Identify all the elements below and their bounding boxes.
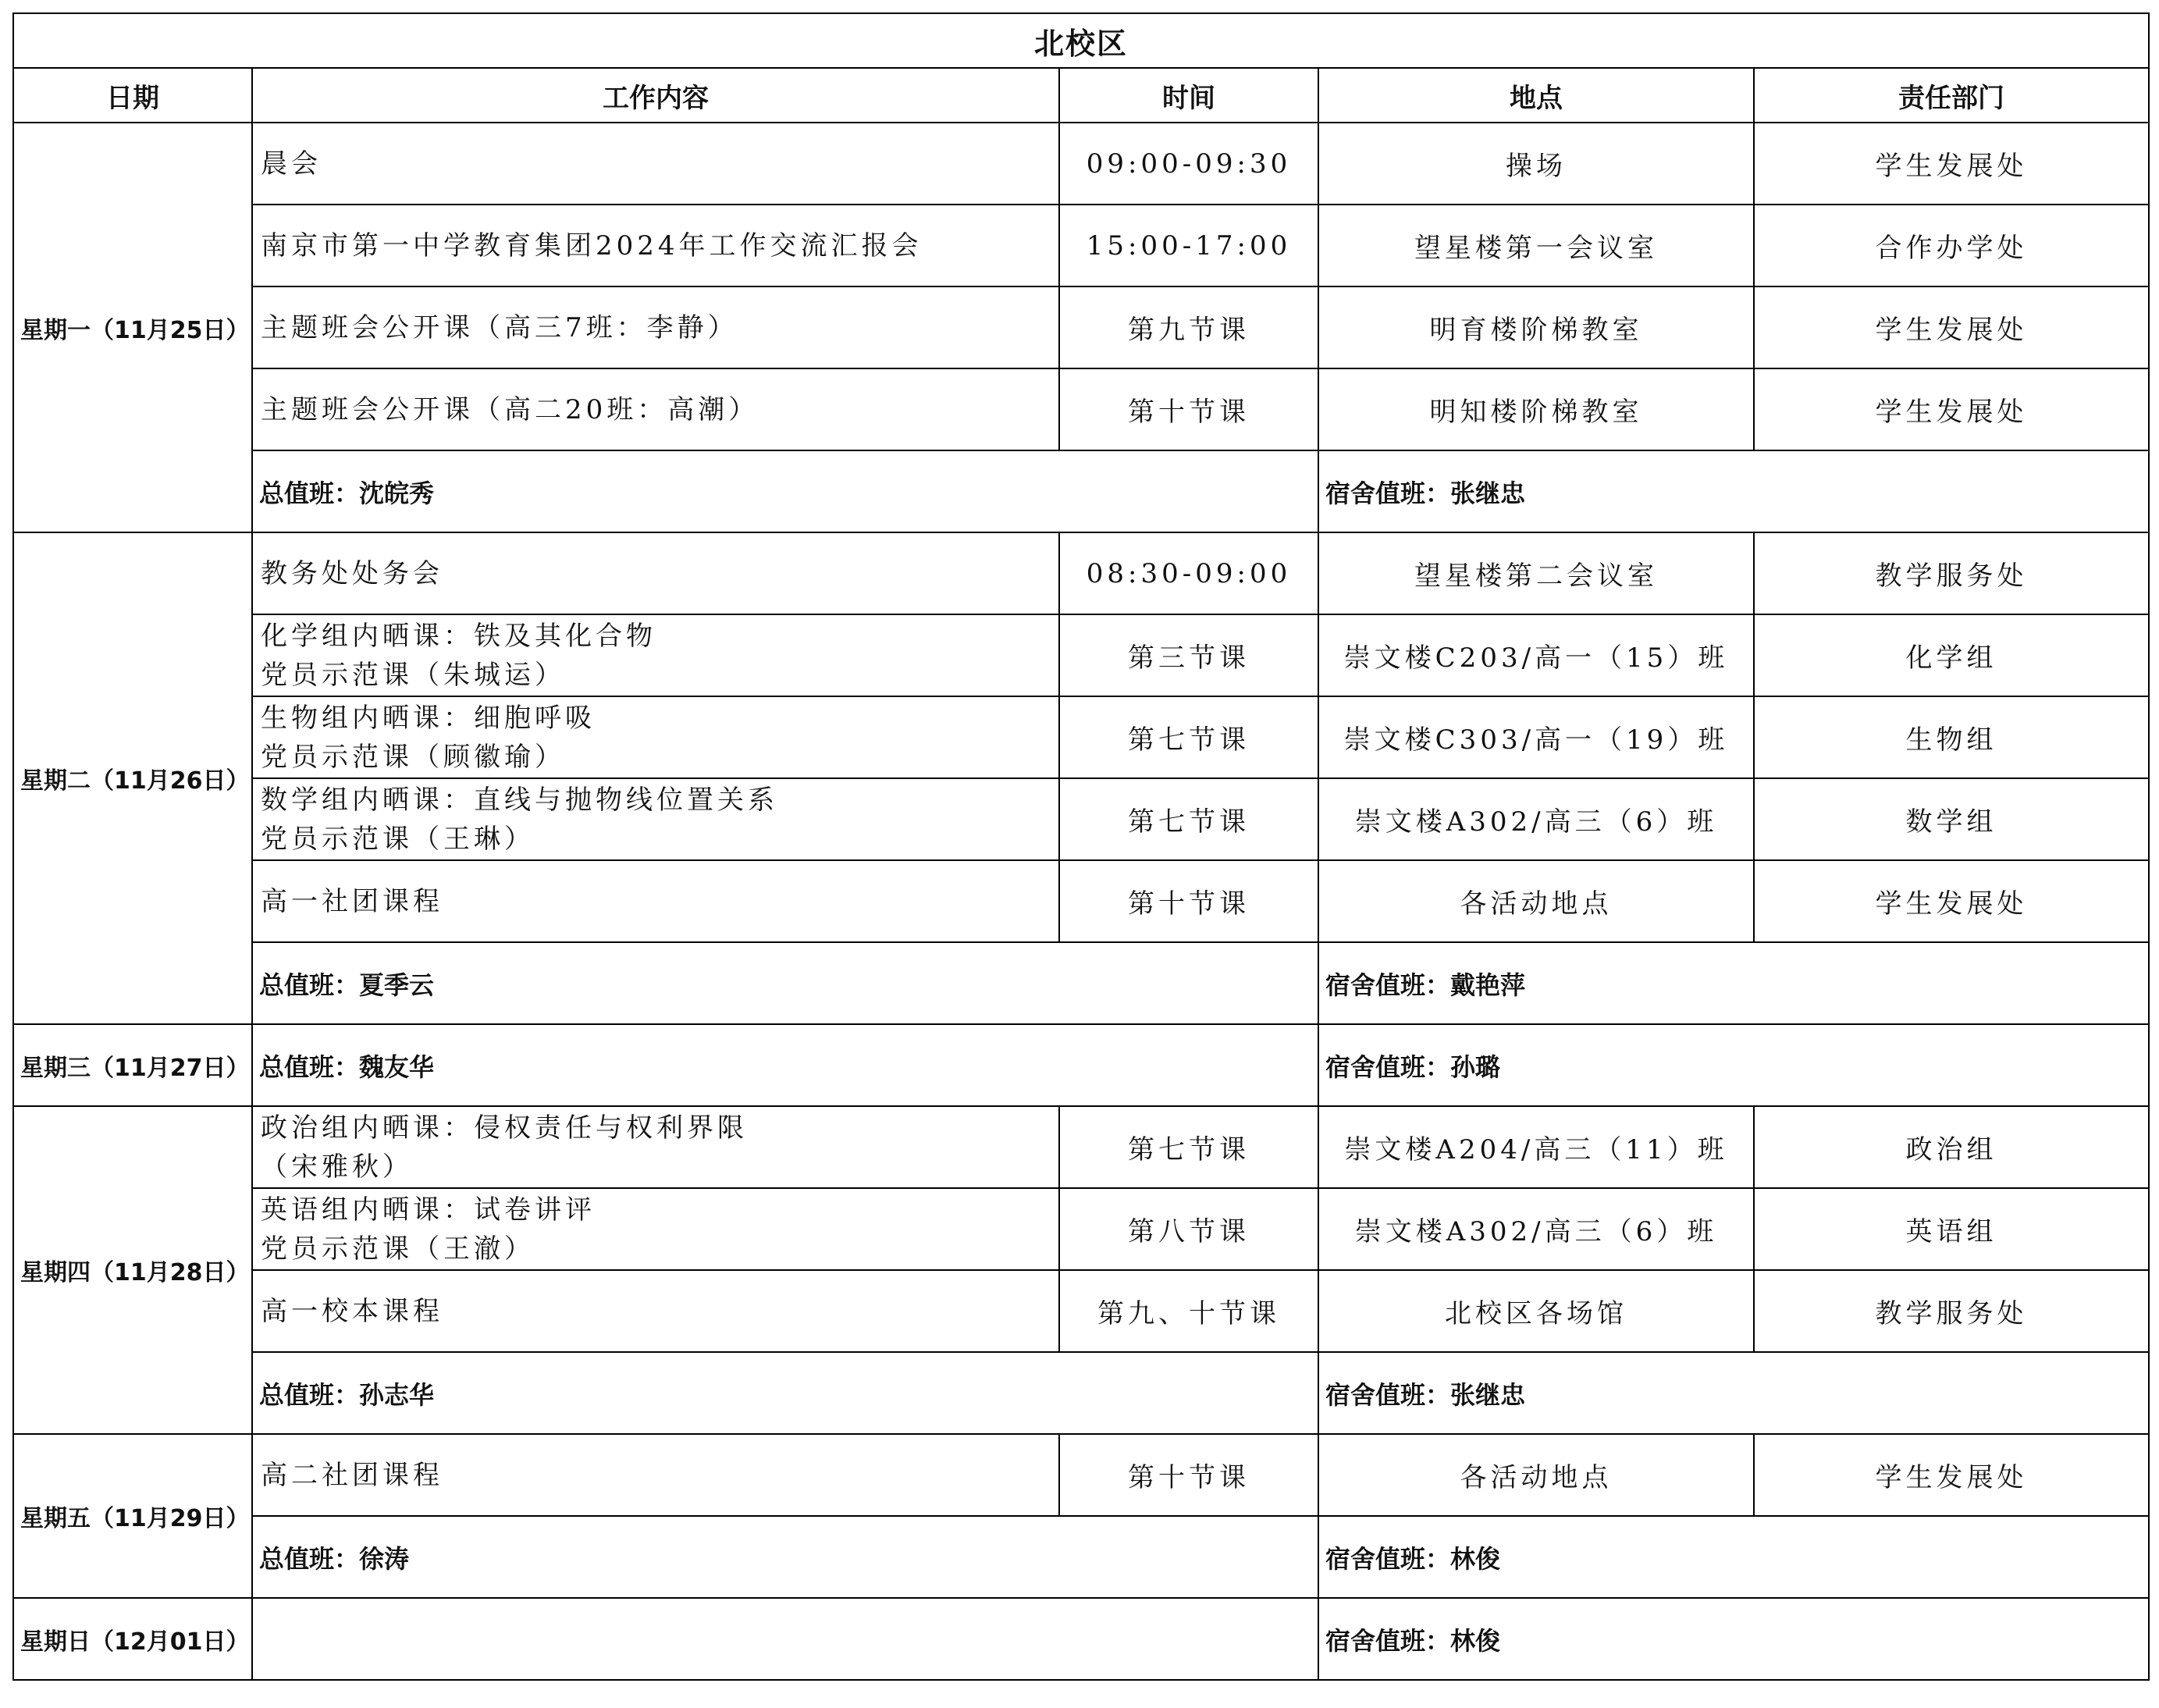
- work-content-line: 教务处处务会: [261, 557, 443, 589]
- table-row: [13, 1106, 2149, 1188]
- work-content-line: 数学组内晒课：直线与抛物线位置关系: [261, 784, 778, 816]
- place-cell: 崇文楼A302/高三（6）班: [1318, 1188, 1754, 1270]
- time-cell: 15:00-17:00: [1059, 205, 1318, 286]
- work-content: [252, 860, 1059, 942]
- dept-cell: 数学组: [1754, 778, 2149, 860]
- work-content-line: 主题班会公开课（高三7班：李静）: [261, 311, 738, 343]
- duty-row: [13, 942, 2149, 1024]
- schedule-table: [12, 12, 2150, 1681]
- work-content-line: 主题班会公开课（高二20班：高潮）: [261, 393, 759, 425]
- place-cell: 崇文楼C203/高一（15）班: [1318, 614, 1754, 696]
- time-cell: 第七节课: [1059, 778, 1318, 860]
- place-cell: 望星楼第一会议室: [1318, 205, 1754, 286]
- work-content-line: 高二社团课程: [261, 1459, 443, 1491]
- duty-row: [13, 1598, 2149, 1680]
- dept-cell: 合作办学处: [1754, 205, 2149, 286]
- time-cell: 第十节课: [1059, 1434, 1318, 1516]
- table-row: [13, 286, 2149, 368]
- table-row: [13, 205, 2149, 286]
- dorm-duty: 宿舍值班：张继忠: [1318, 450, 2149, 532]
- dept-cell: 政治组: [1754, 1106, 2149, 1188]
- time-cell: 第八节课: [1059, 1188, 1318, 1270]
- dorm-duty: 宿舍值班：戴艳萍: [1318, 942, 2149, 1024]
- work-content-line: 党员示范课（朱城运）: [261, 659, 565, 691]
- place-cell: 明育楼阶梯教室: [1318, 286, 1754, 368]
- work-content-line: （宋雅秋）: [261, 1151, 413, 1183]
- table-row: [13, 614, 2149, 696]
- work-content-line: 南京市第一中学教育集团2024年工作交流汇报会: [261, 230, 923, 262]
- table-row: [13, 1434, 2149, 1516]
- day-label: 星期二（11月26日）: [13, 532, 252, 1024]
- place-cell: 明知楼阶梯教室: [1318, 368, 1754, 450]
- dorm-duty: 宿舍值班：林俊: [1318, 1516, 2149, 1598]
- table-row: [13, 696, 2149, 778]
- time-cell: 第十节课: [1059, 368, 1318, 450]
- place-cell: 北校区各场馆: [1318, 1270, 1754, 1352]
- table-row: [13, 532, 2149, 614]
- dorm-duty: 宿舍值班：孙璐: [1318, 1024, 2149, 1106]
- time-cell: 第九、十节课: [1059, 1270, 1318, 1352]
- work-content: [252, 368, 1059, 450]
- table-row: [13, 1270, 2149, 1352]
- day-label: 星期四（11月28日）: [13, 1106, 252, 1434]
- work-content-line: 化学组内晒课：铁及其化合物: [261, 620, 656, 652]
- work-content-line: 政治组内晒课：侵权责任与权利界限: [261, 1112, 748, 1144]
- dept-cell: 学生发展处: [1754, 123, 2149, 205]
- time-cell: 第九节课: [1059, 286, 1318, 368]
- time-cell: 第十节课: [1059, 860, 1318, 942]
- work-content: [252, 1270, 1059, 1352]
- work-content: [252, 205, 1059, 286]
- place-cell: 崇文楼C303/高一（19）班: [1318, 696, 1754, 778]
- dept-cell: 学生发展处: [1754, 1434, 2149, 1516]
- work-content-line: 党员示范课（王澈）: [261, 1233, 535, 1265]
- header-time: 时间: [1059, 68, 1318, 123]
- work-content-line: 高一社团课程: [261, 885, 443, 917]
- place-cell: 崇文楼A204/高三（11）班: [1318, 1106, 1754, 1188]
- work-content: [252, 532, 1059, 614]
- header-row: [13, 68, 2149, 123]
- dept-cell: 英语组: [1754, 1188, 2149, 1270]
- duty-row: [13, 450, 2149, 532]
- place-cell: 各活动地点: [1318, 860, 1754, 942]
- schedule-body: [13, 13, 2149, 1680]
- duty-row: [13, 1516, 2149, 1598]
- general-duty: 总值班：夏季云: [252, 942, 1318, 1024]
- general-duty: 总值班：魏友华: [252, 1024, 1318, 1106]
- day-label: 星期三（11月27日）: [13, 1024, 252, 1106]
- work-content-line: 英语组内晒课：试卷讲评: [261, 1194, 596, 1226]
- day-label: 星期日（12月01日）: [13, 1598, 252, 1680]
- table-title: 北校区: [13, 13, 2149, 68]
- dept-cell: 化学组: [1754, 614, 2149, 696]
- work-content: [252, 778, 1059, 860]
- general-duty: 总值班：沈皖秀: [252, 450, 1318, 532]
- day-label: 星期五（11月29日）: [13, 1434, 252, 1598]
- header-dept: 责任部门: [1754, 68, 2149, 123]
- general-duty: 总值班：徐涛: [252, 1516, 1318, 1598]
- time-cell: 第三节课: [1059, 614, 1318, 696]
- dept-cell: 生物组: [1754, 696, 2149, 778]
- work-content-line: 生物组内晒课：细胞呼吸: [261, 702, 596, 734]
- table-row: [13, 860, 2149, 942]
- title-row: [13, 13, 2149, 68]
- work-content: [252, 286, 1059, 368]
- time-cell: 第七节课: [1059, 1106, 1318, 1188]
- duty-row: [13, 1352, 2149, 1434]
- work-content: [252, 1106, 1059, 1188]
- dept-cell: 学生发展处: [1754, 368, 2149, 450]
- work-content-line: 党员示范课（王琳）: [261, 823, 535, 855]
- table-row: [13, 123, 2149, 205]
- work-content: [252, 696, 1059, 778]
- dorm-duty: 宿舍值班：林俊: [1318, 1598, 2149, 1680]
- work-content-line: 晨会: [261, 148, 322, 180]
- work-content: [252, 123, 1059, 205]
- time-cell: 09:00-09:30: [1059, 123, 1318, 205]
- general-duty: [252, 1598, 1318, 1680]
- table-row: [13, 368, 2149, 450]
- work-content: [252, 614, 1059, 696]
- work-content-line: 党员示范课（顾徽瑜）: [261, 741, 565, 773]
- day-label: 星期一（11月25日）: [13, 123, 252, 532]
- dept-cell: 教学服务处: [1754, 532, 2149, 614]
- schedule-sheet: [12, 12, 2148, 1681]
- header-date: 日期: [13, 68, 252, 123]
- dept-cell: 学生发展处: [1754, 860, 2149, 942]
- general-duty: 总值班：孙志华: [252, 1352, 1318, 1434]
- place-cell: 操场: [1318, 123, 1754, 205]
- work-content-line: 高一校本课程: [261, 1295, 443, 1327]
- time-cell: 08:30-09:00: [1059, 532, 1318, 614]
- dept-cell: 教学服务处: [1754, 1270, 2149, 1352]
- place-cell: 各活动地点: [1318, 1434, 1754, 1516]
- header-content: 工作内容: [252, 68, 1059, 123]
- table-row: [13, 778, 2149, 860]
- table-row: [13, 1188, 2149, 1270]
- dorm-duty: 宿舍值班：张继忠: [1318, 1352, 2149, 1434]
- duty-row: [13, 1024, 2149, 1106]
- place-cell: 望星楼第二会议室: [1318, 532, 1754, 614]
- dept-cell: 学生发展处: [1754, 286, 2149, 368]
- work-content: [252, 1188, 1059, 1270]
- work-content: [252, 1434, 1059, 1516]
- place-cell: 崇文楼A302/高三（6）班: [1318, 778, 1754, 860]
- time-cell: 第七节课: [1059, 696, 1318, 778]
- header-place: 地点: [1318, 68, 1754, 123]
